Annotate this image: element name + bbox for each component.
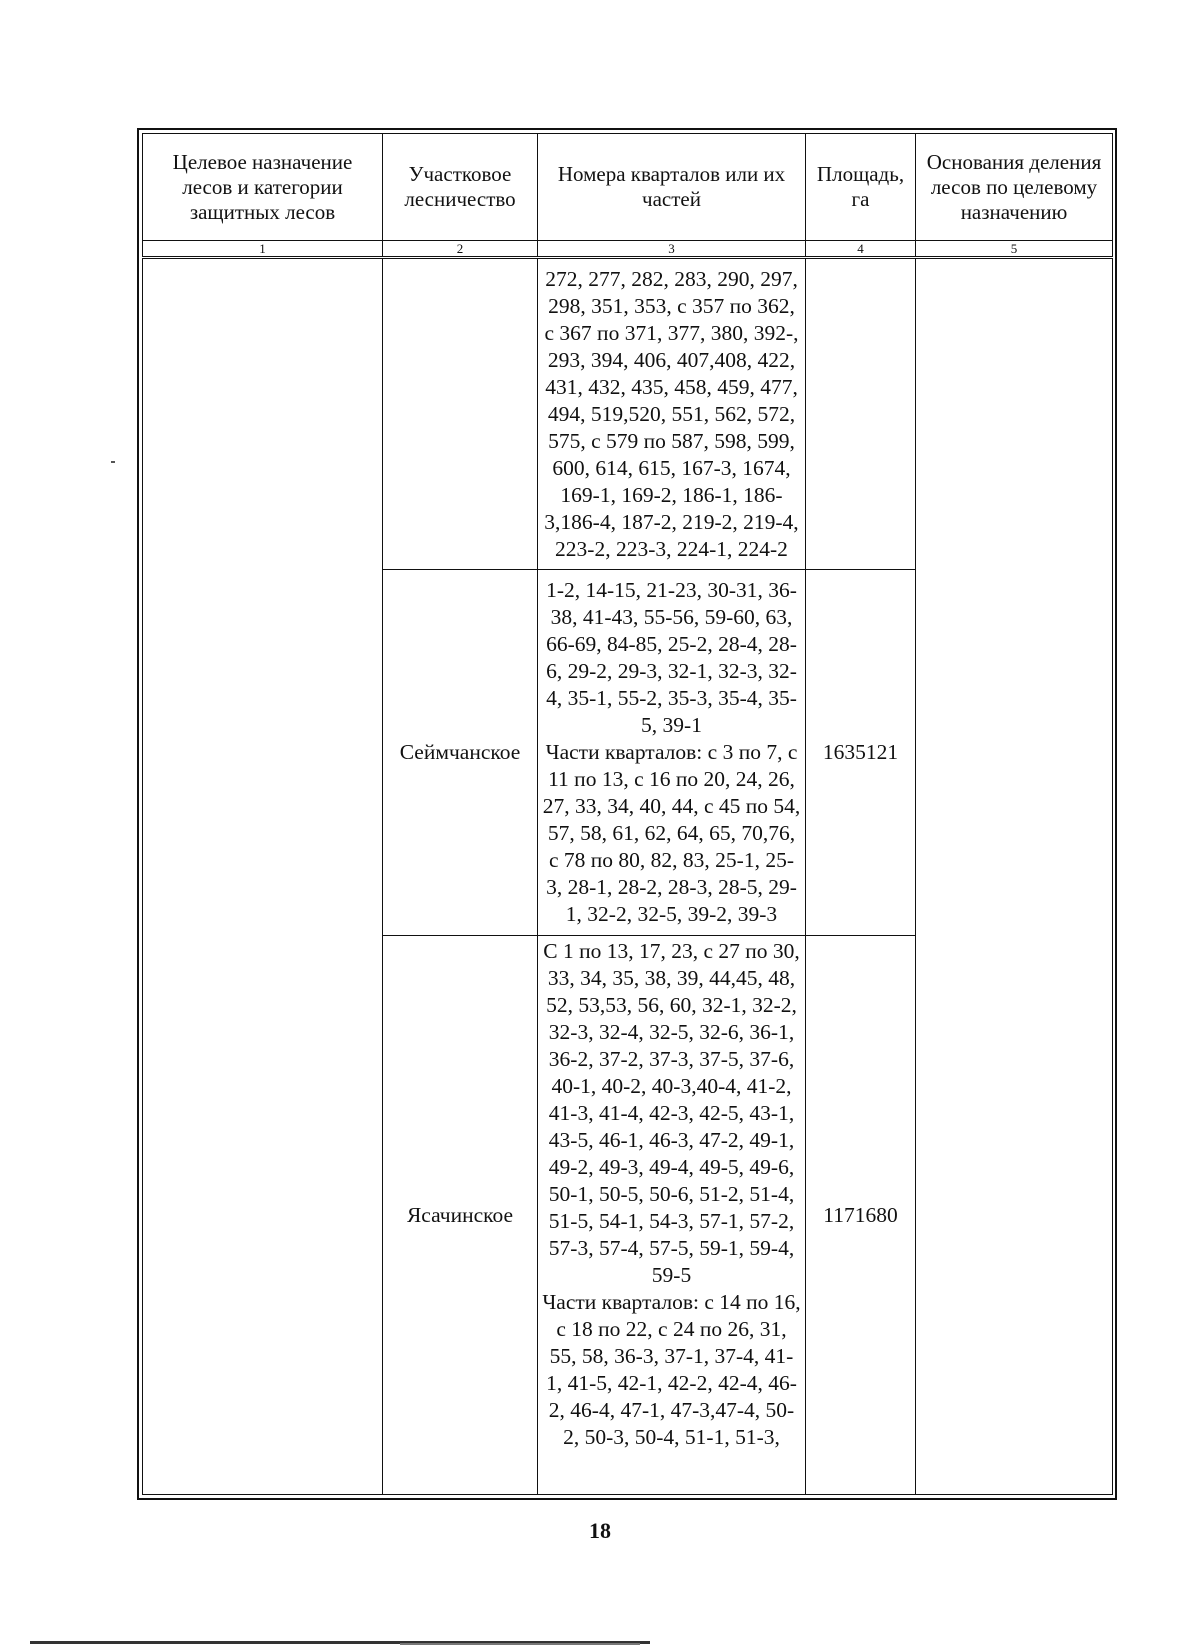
area-cell: 1171680 [806,936,916,1495]
scan-edge-line [400,1643,640,1645]
quarters-cell [538,936,806,1495]
scan-speck [111,461,115,463]
column-number: 1 [143,241,383,258]
quarters-list: С 1 по 13, 17, 23, с 27 по 30, 33, 34, 35, 38, 39, 44,45, 48, 52, 53,53, 56, 60, 32-1, 32-2, 32-3, 32-4, 32-5, 32-6, 36-1, 36-2, 37-2, 37-3, 37-5, 37-6, 40-1, 40-2, 40-3,40-4, 41-2, 41-3, 41-4, 42-3, 42-5, 43-1, 43-5, 46-1, 46-3, 47-2, 49-1, 49-2, 49-3, 49-4, 49-5, 49-6, 50-1, 50-5, 50-6, 51-2, 51-4, 51-5, 54-1, 54-3, 57-1, 57-2, 57-3, 57-4, 57-5, 59-1, 59-4, 59-5 [543,939,800,1287]
forestry-cell [383,258,538,570]
header-row [143,134,1113,241]
purpose-cell [143,258,383,1495]
forestry-cell: Сеймчанское [383,570,538,936]
header-forestry: Участковое лесничество [383,134,538,241]
column-number: 4 [806,241,916,258]
header-purpose: Целевое назначение лесов и категории защитных лесов [143,134,383,241]
area-cell [806,258,916,570]
table-row [143,258,1113,570]
header-area: Площадь, га [806,134,916,241]
column-number: 2 [383,241,538,258]
quarters-list: 1-2, 14-15, 21-23, 30-31, 36-38, 41-43, 55-56, 59-60, 63, 66-69, 84-85, 25-2, 28-4, 28-6, 29-2, 29-3, 32-1, 32-3, 32-4, 35-1, 55-2, 35-3, 35-4, 35-5, 39-1 [546,578,797,737]
quarters-cell [538,570,806,936]
area-cell: 1635121 [806,570,916,936]
column-number: 3 [538,241,806,258]
quarters-cell: 272, 277, 282, 283, 290, 297, 298, 351, 353, с 357 по 362, с 367 по 371, 377, 380, 392-, 293, 394, 406, 407,408, 422, 431, 432, 435, 458, 459, 477, 494, 519,520, 551, 562, 572, 575, с 579 по 587, 598, 599, 600, 614, 615, 167-3, 1674, 169-1, 169-2, 186-1, 186-3,186-4, 187-2, 219-2, 219-4, 223-2, 223-3, 224-1, 224-2 [538,258,806,570]
column-number: 5 [916,241,1113,258]
forestry-cell: Ясачинское [383,936,538,1495]
header-quarters: Номера кварталов или их частей [538,134,806,241]
forest-division-table [142,133,1113,1495]
quarters-parts-list: Части кварталов: с 3 по 7, с 11 по 13, с 16 по 20, 24, 26, 27, 33, 34, 40, 44, с 45 по 54, 57, 58, 61, 62, 64, 65, 70,76, с 78 по 80, 82, 83, 25-1, 25-3, 28-1, 28-2, 28-3, 28-5, 29-1, 32-2, 32-5, 39-2, 39-3 [542,740,801,926]
quarters-parts-list: Части кварталов: с 14 по 16, с 18 по 22, с 24 по 26, 31, 55, 58, 36-3, 37-1, 37-4, 41-1, 41-5, 42-1, 42-2, 42-4, 46-2, 46-4, 47-1, 47-3,47-4, 50-2, 50-3, 50-4, 51-1, 51-3, [542,1290,801,1449]
page-number: 18 [589,1518,611,1543]
column-number-row [143,241,1113,258]
basis-cell [916,258,1113,1495]
header-basis: Основания деления лесов по целевому назначению [916,134,1113,241]
